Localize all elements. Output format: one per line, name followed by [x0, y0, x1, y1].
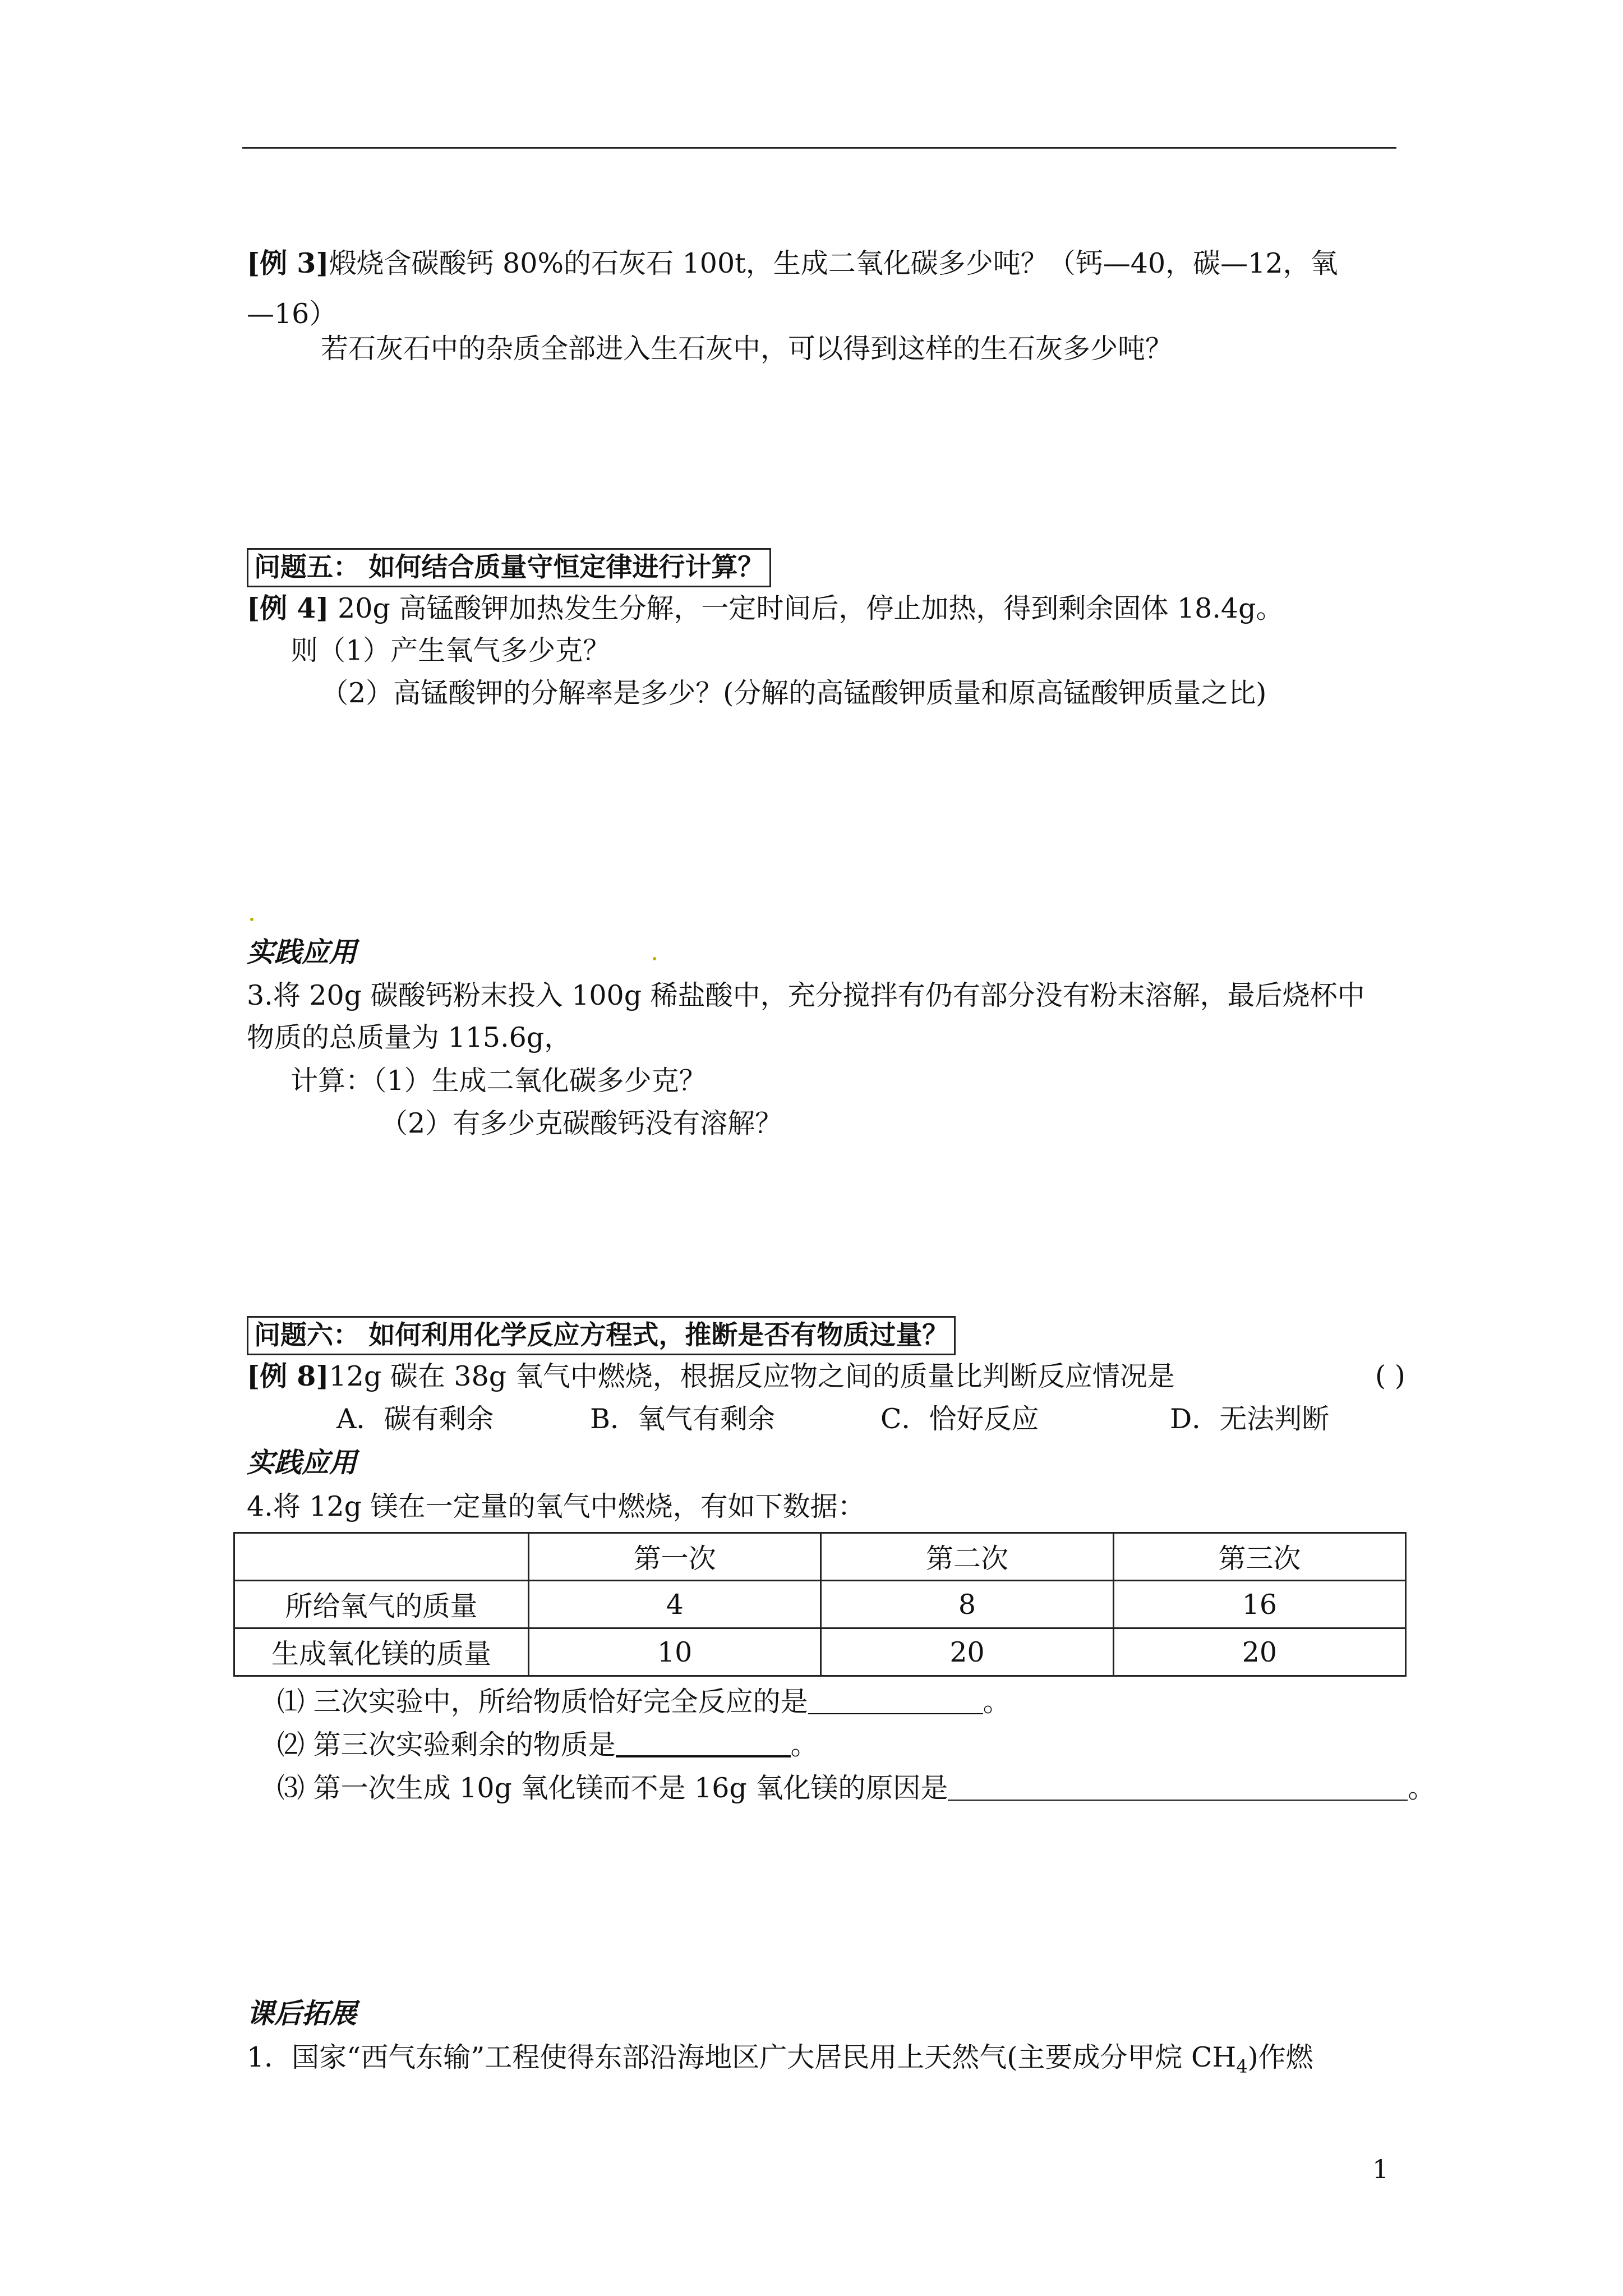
table-cell: 8	[821, 1581, 1113, 1628]
question-5-title: 问题五： 如何结合质量守恒定律进行计算？	[247, 548, 771, 587]
answer-blank-3[interactable]	[948, 1773, 1408, 1801]
example-8-label: [例 8]	[247, 1360, 329, 1392]
table-header-cell: 第二次	[821, 1533, 1113, 1581]
example-3-line-1: [例 3]煅烧含碳酸钙 80%的石灰石 100t，生成二氧化碳多少吨？（钙—40，碳—12，氧	[247, 247, 1338, 279]
table-row	[234, 1628, 1406, 1676]
example-4-label: [例 4]	[247, 592, 329, 624]
option-b: B．氧气有剩余	[590, 1403, 776, 1435]
question-6-title: 问题六： 如何利用化学反应方程式，推断是否有物质过量？	[247, 1316, 956, 1355]
table-cell: 16	[1113, 1581, 1405, 1628]
table-header-row	[234, 1533, 1406, 1581]
example-3-line-3: 若石灰石中的杂质全部进入生石灰中，可以得到这样的生石灰多少吨？	[321, 333, 1173, 365]
page-number: 1	[1372, 2154, 1389, 2184]
practice-3-line-2: 物质的总质量为 115.6g，	[247, 1022, 572, 1053]
sub-question-3: ⑶ 第一次生成 10g 氧化镁而不是 16g 氧化镁的原因是 。	[277, 1772, 1436, 1804]
table-header-cell: 第三次	[1113, 1533, 1405, 1581]
option-c: C．恰好反应	[880, 1403, 1039, 1435]
sub-question-2: ⑵ 第三次实验剩余的物质是 。	[277, 1729, 818, 1761]
practice-heading-2: 实践应用	[247, 1447, 357, 1479]
practice-3-line-3: 计算：（1）生成二氧化碳多少克？	[291, 1065, 707, 1097]
speck	[250, 918, 253, 921]
magnesium-data-table	[233, 1532, 1407, 1677]
example-4-line-3: （2）高锰酸钾的分解率是多少？(分解的高锰酸钾质量和原高锰酸钾质量之比)	[321, 677, 1267, 709]
table-cell: 20	[1113, 1628, 1405, 1676]
table-header-cell	[234, 1533, 529, 1581]
example-3-line-2: —16）	[247, 298, 337, 330]
example-4-line-2: 则（1）产生氧气多少克？	[291, 634, 611, 666]
example-3-label: [例 3]	[247, 247, 329, 279]
table-header-cell: 第一次	[529, 1533, 821, 1581]
table-cell: 20	[821, 1628, 1113, 1676]
answer-bracket: ( )	[1375, 1360, 1405, 1392]
table-cell: 10	[529, 1628, 821, 1676]
answer-blank-2[interactable]	[616, 1728, 791, 1757]
header-rule	[242, 147, 1396, 149]
option-d: D．无法判断	[1170, 1403, 1330, 1435]
answer-blank-1[interactable]	[808, 1686, 983, 1714]
practice-4-intro: 4.将 12g 镁在一定量的氧气中燃烧，有如下数据：	[247, 1490, 865, 1522]
practice-heading-1: 实践应用	[247, 936, 357, 968]
table-row	[234, 1581, 1406, 1628]
example-8-stem: [例 8]12g 碳在 38g 氧气中燃烧，根据反应物之间的质量比判断反应情况是	[247, 1360, 1175, 1392]
table-cell: 4	[529, 1581, 821, 1628]
sub-question-1: ⑴ 三次实验中，所给物质恰好完全反应的是 。	[277, 1686, 1011, 1718]
practice-3-line-4: （2）有多少克碳酸钙没有溶解？	[380, 1107, 783, 1139]
extension-line-1: 1．国家“西气东输”工程使得东部沿海地区广大居民用上天然气(主要成分甲烷 $CH_4$)作燃	[247, 2041, 1313, 2077]
example-4-line-1: [例 4] 20g 高锰酸钾加热发生分解，一定时间后，停止加热，得到剩余固体 18.4g。	[247, 592, 1284, 624]
table-cell: 生成氧化镁的质量	[234, 1628, 529, 1676]
option-a: A．碳有剩余	[336, 1403, 494, 1435]
practice-3-line-1: 3.将 20g 碳酸钙粉末投入 100g 稀盐酸中，充分搅拌有仍有部分没有粉末溶解，最后烧杯中	[247, 979, 1365, 1011]
extension-heading: 课后拓展	[247, 1998, 357, 2030]
speck	[653, 957, 656, 960]
table-cell: 所给氧气的质量	[234, 1581, 529, 1628]
